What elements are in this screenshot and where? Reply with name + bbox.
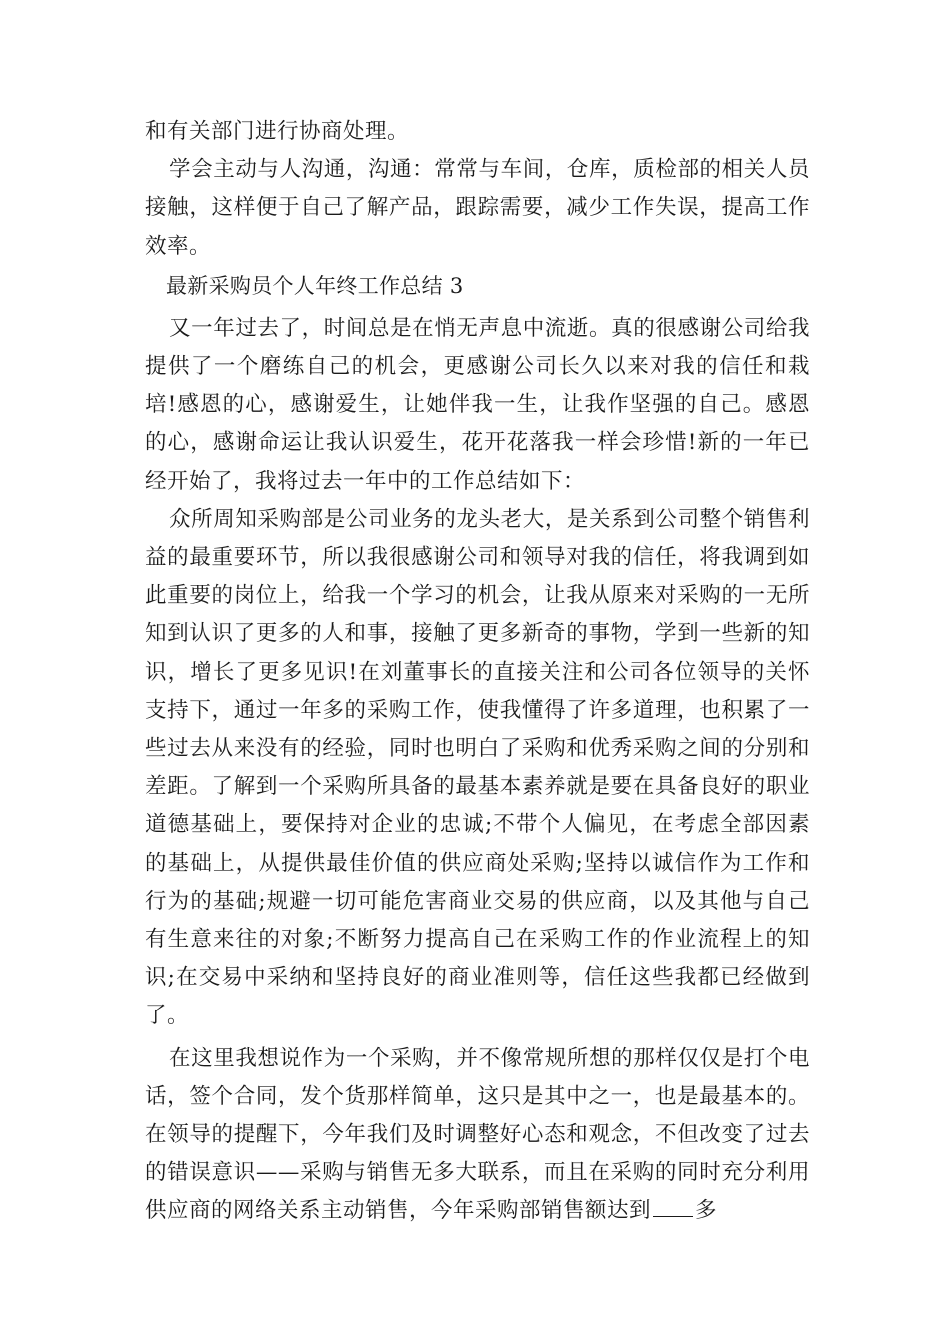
section-title: 最新采购员个人年终工作总结 3 xyxy=(166,273,464,298)
fill-in-blank xyxy=(653,1198,693,1217)
paragraph-intro: 又一年过去了，时间总是在悄无声息中流逝。真的很感谢公司给我提供了一个磨练自己的机会，更感谢公司长久以来对我的信任和栽培!感恩的心，感谢爱生，让她伴我一生，让我作坚强的自己。感恩的心，感谢命运让我认识爱生，花开花落我一样会珍惜!新的一年已经开始了，我将过去一年中的工作总结如下： xyxy=(145,315,810,494)
paragraph-continuation: 和有关部门进行协商处理。 xyxy=(145,119,410,144)
paragraph-purchasing-role: 众所周知采购部是公司业务的龙头老大，是关系到公司整个销售利益的最重要环节，所以我很感谢公司和领导对我的信任，将我调到如此重要的岗位上，给我一个学习的机会，让我从原来对采购的一无所知到认识了更多的人和事，接触了更多新奇的事物，学到一些新的知识，增长了更多见识!在刘董事长的直接关注和公司各位领导的关怀支持下，通过一年多的采购工作，使我懂得了许多道理，也积累了一些过去从来没有的经验，同时也明白了采购和优秀采购之间的分别和差距。了解到一个采购所具备的最基本素养就是要在具备良好的职业道德基础上，要保持对企业的忠诚;不带个人偏见，在考虑全部因素的基础上，从提供最佳价值的供应商处采购;坚持以诚信作为工作和行为的基础;规避一切可能危害商业交易的供应商，以及其他与自己有生意来往的对象;不断努力提高自己在采购工作的作业流程上的知识;在交易中采纳和坚持良好的商业准则等，信任这些我都已经做到了。 xyxy=(145,506,810,1029)
paragraph-sales-text: 在这里我想说作为一个采购，并不像常规所想的那样仅仅是打个电话，签个合同，发个货那样简单，这只是其中之一，也是最基本的。在领导的提醒下，今年我们及时调整好心态和观念，不但改变了过去的错误意识——采购与销售无多大联系，而且在采购的同时充分利用供应商的网络关系主动销售，今年采购部销售额达到 xyxy=(145,1045,810,1224)
document-body xyxy=(145,113,810,1231)
paragraph-sales-tail: 多 xyxy=(695,1198,718,1224)
paragraph-communication: 学会主动与人沟通，沟通：常常与车间，仓库，质检部的相关人员接触，这样便于自己了解产品，跟踪需要，减少工作失误，提高工作效率。 xyxy=(145,157,810,259)
paragraph-sales xyxy=(145,1040,810,1231)
